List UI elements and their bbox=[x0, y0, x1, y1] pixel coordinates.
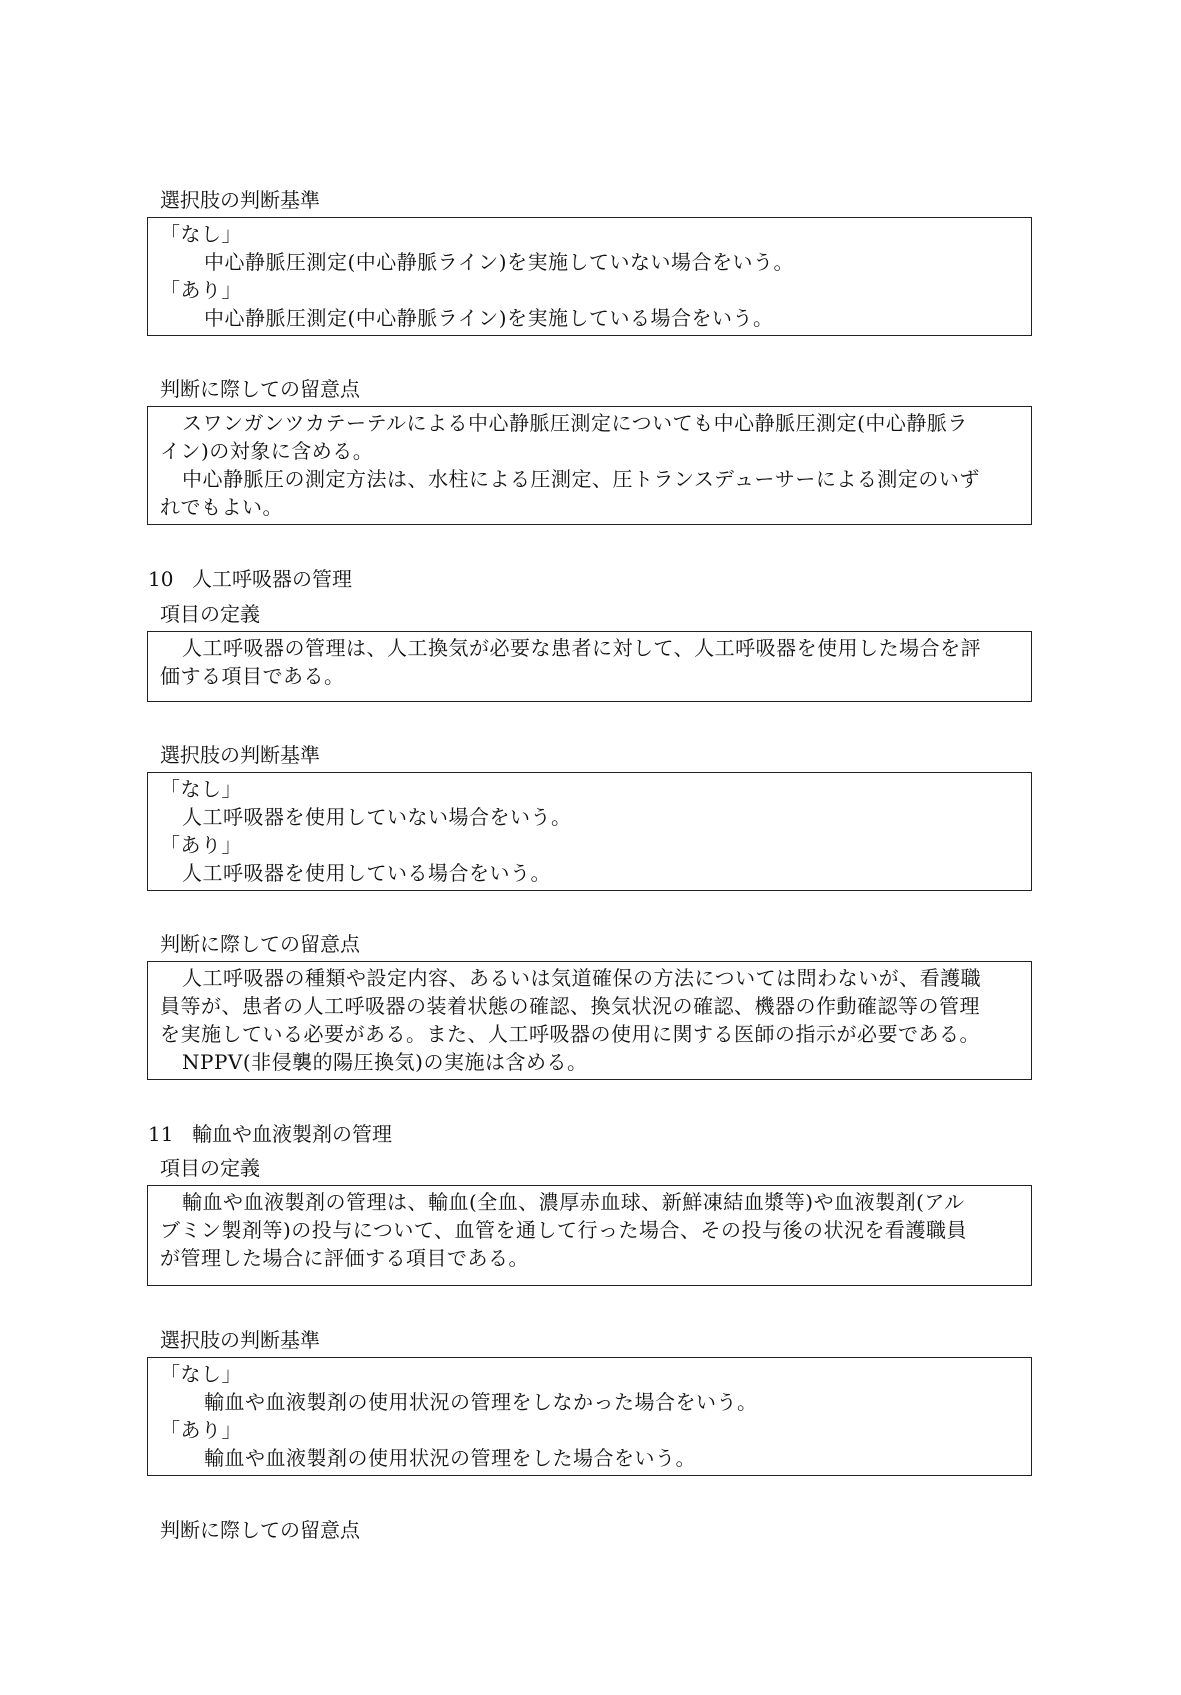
criteria-none-text: 輸血や血液製剤の使用状況の管理をしなかった場合をいう。 bbox=[204, 1390, 758, 1414]
definition-line: が管理した場合に評価する項目である。 bbox=[160, 1246, 529, 1270]
definition-heading: 項目の定義 bbox=[160, 602, 260, 626]
criteria-box bbox=[147, 217, 1032, 336]
section-heading bbox=[148, 1120, 392, 1148]
criteria-none-label: 「なし」 bbox=[160, 1362, 242, 1386]
criteria-none-text: 人工呼吸器を使用していない場合をいう。 bbox=[182, 805, 572, 829]
notes-line: 員等が、患者の人工呼吸器の装着状態の確認、換気状況の確認、機器の作動確認等の管理 bbox=[160, 994, 980, 1018]
section-number: 11 bbox=[148, 1122, 174, 1146]
criteria-yes-label: 「あり」 bbox=[160, 833, 242, 857]
criteria-heading: 選択肢の判断基準 bbox=[160, 743, 320, 767]
criteria-none-label: 「なし」 bbox=[160, 222, 242, 246]
notes-line: れでもよい。 bbox=[160, 495, 283, 519]
definition-line: 輸血や血液製剤の管理は、輸血(全血、濃厚赤血球、新鮮凍結血漿等)や血液製剤(アル bbox=[182, 1190, 965, 1214]
criteria-heading: 選択肢の判断基準 bbox=[160, 1328, 320, 1352]
definition-heading: 項目の定義 bbox=[160, 1156, 260, 1180]
criteria-box bbox=[147, 1357, 1032, 1476]
criteria-yes-text: 人工呼吸器を使用している場合をいう。 bbox=[182, 861, 551, 885]
definition-box bbox=[147, 631, 1032, 702]
definition-box bbox=[147, 1185, 1032, 1286]
criteria-box bbox=[147, 772, 1032, 891]
section-number: 10 bbox=[148, 567, 174, 591]
criteria-none-label: 「なし」 bbox=[160, 777, 242, 801]
criteria-yes-label: 「あり」 bbox=[160, 1418, 242, 1442]
section-title: 輸血や血液製剤の管理 bbox=[192, 1122, 392, 1146]
notes-line: NPPV(非侵襲的陽圧換気)の実施は含める。 bbox=[182, 1050, 588, 1074]
definition-line: 価する項目である。 bbox=[160, 664, 345, 688]
section-title: 人工呼吸器の管理 bbox=[192, 567, 352, 591]
definition-line: ブミン製剤等)の投与について、血管を通して行った場合、その投与後の状況を看護職員 bbox=[160, 1218, 968, 1242]
criteria-yes-text: 中心静脈圧測定(中心静脈ライン)を実施している場合をいう。 bbox=[204, 306, 774, 330]
notes-heading: 判断に際しての留意点 bbox=[160, 1518, 360, 1542]
notes-heading: 判断に際しての留意点 bbox=[160, 932, 360, 956]
notes-box bbox=[147, 961, 1032, 1080]
notes-line: 中心静脈圧の測定方法は、水柱による圧測定、圧トランスデューサーによる測定のいず bbox=[182, 467, 980, 491]
notes-line: 人工呼吸器の種類や設定内容、あるいは気道確保の方法については問わないが、看護職 bbox=[182, 966, 982, 990]
notes-line: イン)の対象に含める。 bbox=[160, 439, 374, 463]
criteria-heading: 選択肢の判断基準 bbox=[160, 188, 320, 212]
notes-line: スワンガンツカテーテルによる中心静脈圧測定についても中心静脈圧測定(中心静脈ラ bbox=[182, 411, 968, 435]
definition-line: 人工呼吸器の管理は、人工換気が必要な患者に対して、人工呼吸器を使用した場合を評 bbox=[182, 636, 982, 660]
notes-line: を実施している必要がある。また、人工呼吸器の使用に関する医師の指示が必要である。 bbox=[160, 1022, 980, 1046]
notes-box bbox=[147, 406, 1032, 525]
criteria-none-text: 中心静脈圧測定(中心静脈ライン)を実施していない場合をいう。 bbox=[204, 250, 795, 274]
criteria-yes-label: 「あり」 bbox=[160, 278, 242, 302]
notes-heading: 判断に際しての留意点 bbox=[160, 377, 360, 401]
section-heading bbox=[148, 565, 352, 593]
criteria-yes-text: 輸血や血液製剤の使用状況の管理をした場合をいう。 bbox=[204, 1446, 696, 1470]
